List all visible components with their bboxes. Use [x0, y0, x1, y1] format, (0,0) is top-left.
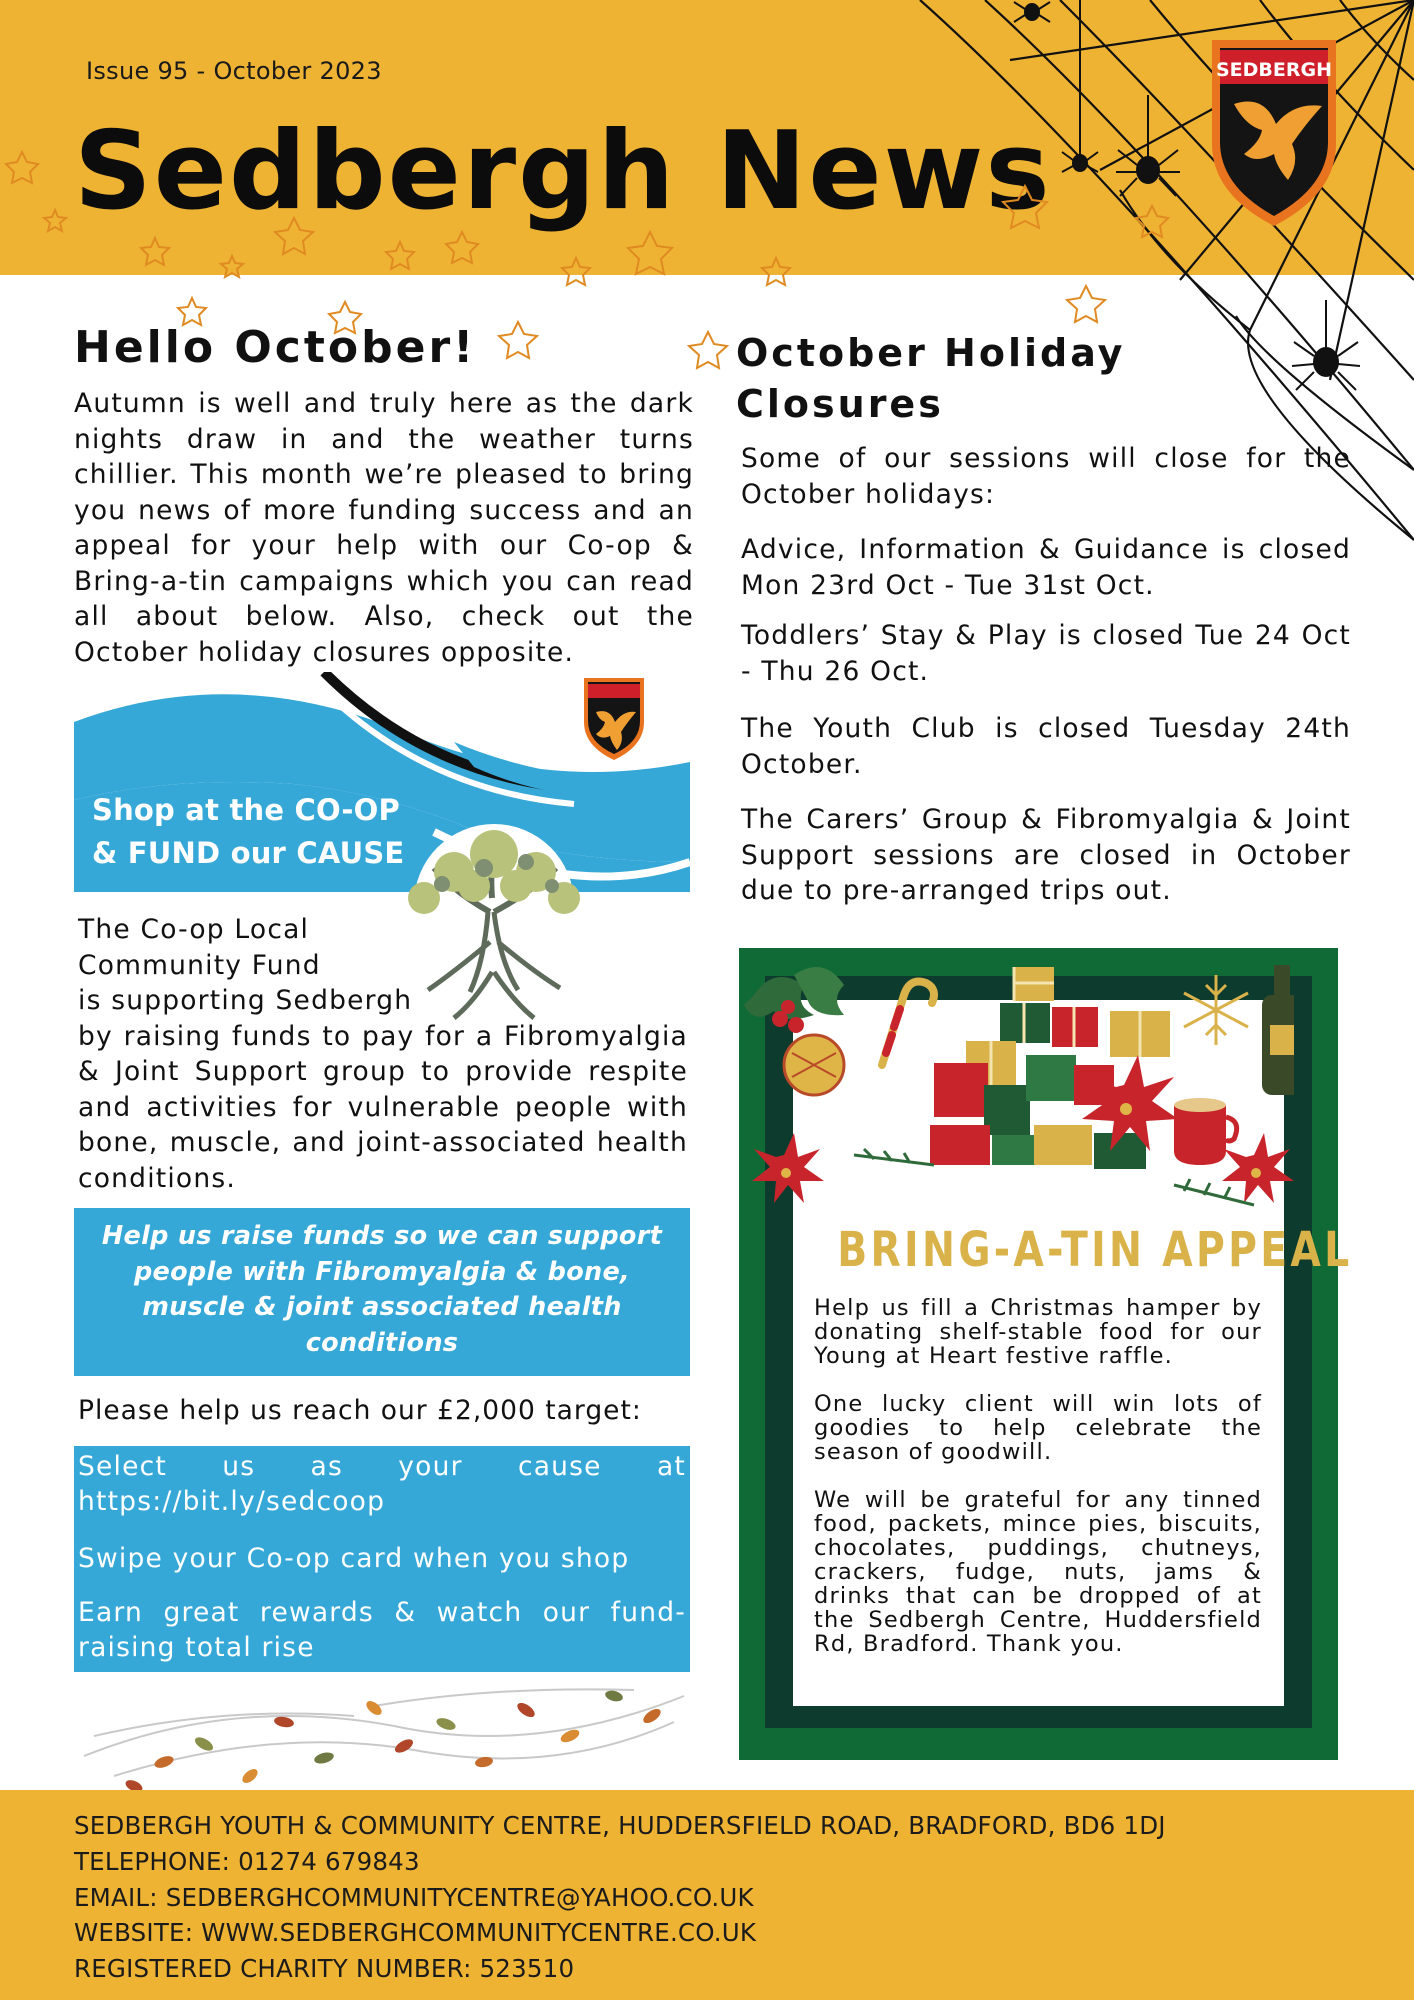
- holly-icon: [744, 967, 844, 1033]
- footer-address: SEDBERGH YOUTH & COMMUNITY CENTRE, HUDDERSFIELD ROAD, BRADFORD, BD6 1DJ: [74, 1811, 1166, 1840]
- hello-heading: Hello October!: [74, 322, 477, 373]
- small-crest-icon: [584, 678, 644, 760]
- coop-body-line1: The Co-op Local: [78, 914, 310, 945]
- help-box-text: Help us raise funds so we can support people with Fibromyalgia & bone, muscle & joint associated health conditions: [101, 1221, 663, 1358]
- step-earn-rewards: Earn great rewards & watch our fund-raising total rise: [78, 1597, 686, 1663]
- snowflake-icon: [1184, 975, 1248, 1045]
- footer-charity-number: REGISTERED CHARITY NUMBER: 523510: [74, 1954, 575, 1983]
- ornament-icon: [784, 1035, 844, 1095]
- coop-body-rest: by raising funds to pay for a Fibromyalgia & Joint Support group to provide respite and activities for vulnerable people with bone, muscle, and joint-associated health conditions.: [78, 1020, 688, 1194]
- tin-paragraph-winner: One lucky client will win lots of goodies to help celebrate the season of goodwill.: [814, 1391, 1262, 1465]
- bottle-icon: [1262, 965, 1294, 1095]
- closure-toddlers: Toddlers’ Stay & Play is closed Tue 24 Oct - Thu 26 Oct.: [741, 620, 1351, 687]
- tin-paragraph-donations: We will be grateful for any tinned food, packets, mince pies, biscuits, chocolates, puddings, chutneys, crackers, fudge, nuts, jams & drinks that can be dropped of at the Sedbergh Centre, Huddersfield Rd, Bradford. Thank you.: [814, 1487, 1262, 1657]
- eagle-crest-icon: [1204, 34, 1344, 230]
- footer-telephone: TELEPHONE: 01274 679843: [74, 1847, 420, 1876]
- closure-advice: Advice, Information & Guidance is closed Mon 23rd Oct - Tue 31st Oct.: [741, 534, 1351, 601]
- newsletter-title: Sedbergh News: [74, 109, 1052, 234]
- tin-appeal-title: BRING-A-TIN APPEAL: [837, 1222, 1353, 1278]
- step-select-cause: Select us as your cause at https://bit.ly/sedcoop: [78, 1451, 686, 1517]
- hello-body: Autumn is well and truly here as the dark nights draw in and the weather turns chillier. This month we’re pleased to bring you news of more funding success and an appeal for your help with our Co-op & Bring-a-tin campaigns which you can read all about below. Also, check out the October holiday closures opposite.: [74, 388, 694, 668]
- christmas-illustration: [734, 955, 1294, 1215]
- coop-body: [78, 912, 688, 1196]
- step-swipe-card: Swipe your Co-op card when you shop: [78, 1543, 630, 1574]
- closures-heading: October Holiday Closures: [736, 331, 1126, 426]
- crest-label: SEDBERGH: [1215, 59, 1333, 81]
- closure-youth-club: The Youth Club is closed Tuesday 24th October.: [741, 713, 1351, 780]
- target-text: Please help us reach our £2,000 target:: [78, 1395, 642, 1426]
- coop-banner-line2: & FUND our CAUSE: [92, 836, 405, 870]
- coop-banner-line1: Shop at the CO-OP: [92, 793, 400, 827]
- closures-intro: Some of our sessions will close for the October holidays:: [741, 443, 1351, 510]
- coop-body-line3: is supporting Sedbergh: [78, 985, 413, 1016]
- footer-email[interactable]: EMAIL: SEDBERGHCOMMUNITYCENTRE@YAHOO.CO.UK: [74, 1883, 754, 1912]
- footer-website[interactable]: WEBSITE: WWW.SEDBERGHCOMMUNITYCENTRE.CO.UK: [74, 1918, 757, 1947]
- issue-label: Issue 95 - October 2023: [86, 57, 382, 85]
- closure-carers-group: The Carers’ Group & Fibromyalgia & Joint Support sessions are closed in October due to pre-arranged trips out.: [741, 804, 1351, 906]
- tin-paragraph-hamper: Help us fill a Christmas hamper by donating shelf-stable food for our Young at Heart festive raffle.: [814, 1295, 1262, 1369]
- autumn-leaves-icon: [74, 1666, 694, 1796]
- candy-cane-icon: [882, 982, 934, 1066]
- coop-body-line2: Community Fund: [78, 949, 321, 981]
- mug-icon: [1174, 1098, 1237, 1165]
